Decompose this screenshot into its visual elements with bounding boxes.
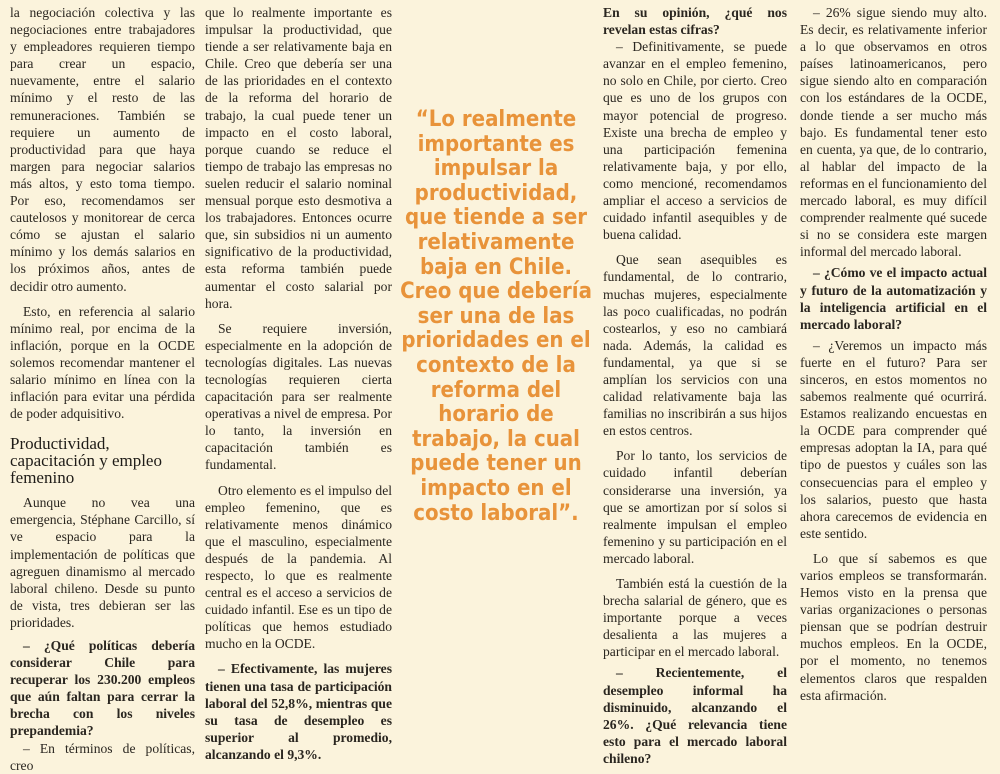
interview-question: – Recientemente, el desempleo informal ha disminuido, alcanzando el 26%. ¿Qué relevancia tiene esto para el mercado laboral chileno?	[603, 665, 787, 766]
paragraph: Por lo tanto, los servicios de cuidado infantil deberían considerarse una inversión, ya que se amortizan por sí solos si realmente impulsan el empleo femenino y su participación en el mercado laboral.	[603, 448, 787, 566]
section-subheading: Productividad, capacitación y empleo femenino	[10, 434, 162, 488]
interview-question: En su opinión, ¿qué nos revelan estas cifras?	[603, 5, 787, 38]
paragraph: Lo que sí sabemos es que varios empleos se transformarán. Hemos visto en la prensa que varias organizaciones o personas piensan que se podrían destruir muchos empleos. En la OCDE, por el momento, no tenemos elementos claros que respalden esta afirmación.	[800, 550, 987, 703]
paragraph: – Definitivamente, se puede avanzar en el empleo femenino, no solo en Chile, por cierto. Creo que es uno de los grupos con mayor potencial de progreso. Existe una brecha de empleo y una participación femenina relativamente baja, y por ello, como mencioné, recomendamos ampliar el acceso a servicios de cuidado infantil asequibles y de buena calidad.	[603, 39, 787, 243]
paragraph: También está la cuestión de la brecha salarial de género, que es importante porque a veces desalienta a las mujeres a participar en el mercado laboral.	[603, 576, 787, 660]
interview-question: – ¿Qué políticas debería considerar Chile para recuperar los 230.200 empleos que aún faltan para cerrar la brecha con los niveles prepandemia?	[10, 638, 195, 739]
paragraph: Que sean asequibles es fundamental, de lo contrario, muchas mujeres, especialmente las poco cualificadas, no podrán costearlos, y eso no cambiará nada. Además, la calidad es fundamental, ya que si se amplían los servicios con una calidad relativamente baja las familias no inscribirán a sus hijos en estos centros.	[603, 252, 787, 439]
article-column-5	[800, 4, 987, 704]
paragraph: Aunque no vea una emergencia, Stéphane Carcillo, sí ve espacio para la implementación de políticas que agreguen dinamismo al mercado laboral chileno. Desde su punto de vista, tres debieran ser las prioridades.	[10, 495, 195, 630]
paragraph: – 26% sigue siendo muy alto. Es decir, es relativamente inferior a lo que observamos en otros países latinoamericanos, pero sigue siendo alto en comparación con los estándares de la OCDE, donde tiende a ser mucho más bajo. Es fundamental tener esto en cuenta, ya que, de lo contrario, al hablar del impacto de la reformas en el funcionamiento del mercado laboral, es muy difícil comprender realmente qué sucede si no se considera este margen informal del mercado laboral.	[800, 5, 987, 260]
article-column-2	[205, 4, 392, 763]
interview-question: – ¿Cómo ve el impacto actual y futuro de la automatización y la inteligencia artificial en el mercado laboral?	[800, 265, 987, 332]
pull-quote: “Lo realmente importante es impulsar la productividad, que tiende a ser relativamente baja en Chile. Creo que debería ser una de las prioridades en el contexto de la reforma del horario de trabajo, la cual puede tener un impacto en el costo laboral”.	[400, 107, 592, 526]
paragraph: – ¿Veremos un impacto más fuerte en el futuro? Para ser sinceros, en estos momentos no sabemos realmente qué ocurrirá. Estamos realizando encuestas en la OCDE para comprender qué empresas adoptan la IA, para qué tipo de puestos y cuáles son las consecuencias para el empleo y los salarios, puesto que hasta ahora carecemos de evidencia en este sentido.	[800, 337, 987, 541]
paragraph: que lo realmente importante es impulsar la productividad, que tiende a ser relativamente baja en Chile. Creo que debería ser una de las prioridades en el contexto de la reforma del horario de trabajo, la cual puede tener un impacto en el costo laboral, porque cuando se reduce el tiempo de trabajo las empresas no suelen reducir el salario nominal mensual porque esto desmotiva a los trabajadores. Entonces ocurre que, sin subsidios ni un aumento significativo de la productividad, esta reforma también puede aumentar el costo salarial por hora.	[205, 5, 392, 311]
article-column-1	[10, 4, 195, 774]
paragraph: Otro elemento es el impulso del empleo femenino, que es relativamente menos dinámico que el masculino, especialmente después de la pandemia. Al respecto, lo que es realmente central es el acceso a servicios de cuidado infantil. Ese es un tipo de políticas que hemos estudiado mucho en la OCDE.	[205, 482, 392, 652]
paragraph: – En términos de políticas, creo	[10, 740, 195, 773]
interview-answer-bold: – Efectivamente, las mujeres tienen una tasa de participación laboral del 52,8%, mientras que su tasa de desempleo es superior al promedio, alcanzando el 9,3%.	[205, 661, 392, 762]
article-column-4	[603, 4, 787, 767]
paragraph: Esto, en referencia al salario mínimo real, por encima de la inflación, porque en la OCDE solemos recomendar mantener el salario mínimo en línea con la inflación para evitar una pérdida de poder adquisitivo.	[10, 303, 195, 422]
paragraph: la negociación colectiva y las negociaciones entre trabajadores y empleadores requieren tiempo para crear un espacio, nuevamente, entre el salario mínimo y el resto de las remuneraciones. También se requiere un aumento de productividad para que haya margen para negociar salarios más altos, y esto toma tiempo. Por eso, recomendamos ser cautelosos y monitorear de cerca cómo se ajustan el salario mínimo y los demás salarios en los próximos años, antes de decidir otro aumento.	[10, 5, 195, 294]
paragraph: Se requiere inversión, especialmente en la adopción de tecnologías digitales. Las nuevas tecnologías requieren cierta capacitación para ser realmente operativas a nivel de empresa. Por lo tanto, la inversión en capacitación también es fundamental.	[205, 320, 392, 473]
